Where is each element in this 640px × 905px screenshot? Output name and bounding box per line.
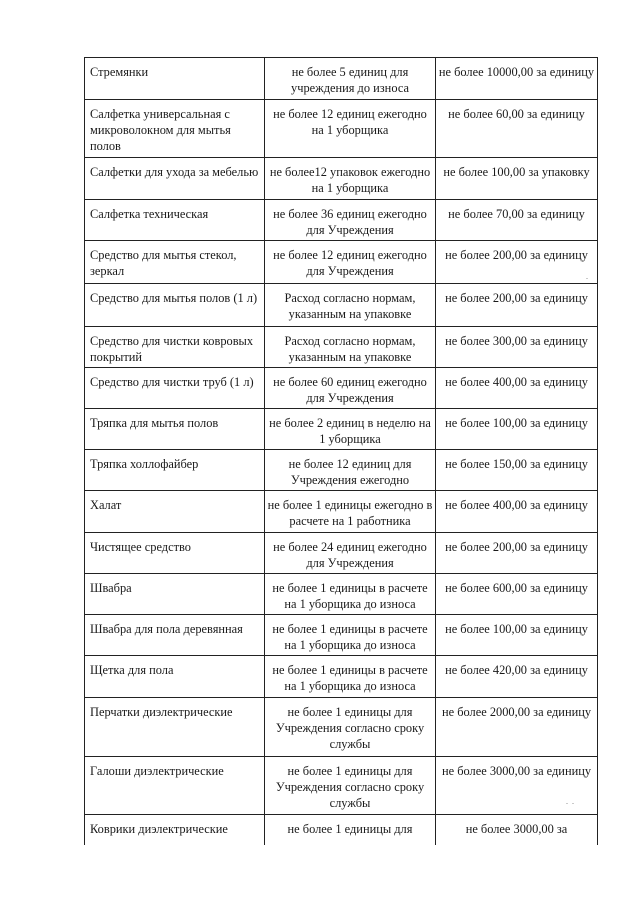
item-price-cell: не более 3000,00 за <box>436 815 598 845</box>
item-price-cell: не более 400,00 за единицу <box>436 368 598 409</box>
item-name-cell: Швабра для пола деревянная <box>85 615 265 656</box>
item-name-cell: Коврики диэлектрические <box>85 815 265 845</box>
item-name-cell: Средство для чистки ковровых покрытий <box>85 327 265 368</box>
item-norm-cell: не более 1 единицы для Учреждения согласно сроку службы <box>265 698 436 757</box>
item-norm-cell: не более 1 единицы в расчете на 1 уборщика до износа <box>265 656 436 698</box>
item-norm-cell: не более 12 единиц для Учреждения ежегодно <box>265 450 436 491</box>
item-price-cell: не более 100,00 за единицу <box>436 409 598 450</box>
item-price-cell: не более 60,00 за единицу <box>436 100 598 158</box>
scan-speck: . . <box>566 797 574 806</box>
item-norm-cell: не более 1 единицы ежегодно в расчете на 1 работника <box>265 491 436 533</box>
table-row <box>85 615 598 656</box>
table-row <box>85 656 598 698</box>
item-price-cell: не более 420,00 за единицу <box>436 656 598 698</box>
item-price-cell: не более 300,00 за единицу <box>436 327 598 368</box>
item-price-cell: не более 400,00 за единицу <box>436 491 598 533</box>
table-row <box>85 533 598 574</box>
item-price-cell: не более 150,00 за единицу <box>436 450 598 491</box>
item-name-cell: Галоши диэлектрические <box>85 757 265 815</box>
item-norm-cell: не более 1 единицы в расчете на 1 уборщика до износа <box>265 574 436 615</box>
table-row <box>85 58 598 100</box>
table-row <box>85 409 598 450</box>
table-row <box>85 327 598 368</box>
table-row <box>85 284 598 327</box>
item-price-cell: не более 100,00 за единицу <box>436 615 598 656</box>
item-norm-cell: не более 1 единицы в расчете на 1 уборщика до износа <box>265 615 436 656</box>
item-norm-cell: не более 2 единиц в неделю на 1 уборщика <box>265 409 436 450</box>
item-name-cell: Тряпка холлофайбер <box>85 450 265 491</box>
table-row <box>85 698 598 757</box>
table-row <box>85 450 598 491</box>
item-price-cell: не более 600,00 за единицу <box>436 574 598 615</box>
item-norm-cell: Расход согласно нормам, указанным на упаковке <box>265 284 436 327</box>
item-norm-cell: не более12 упаковок ежегодно на 1 уборщика <box>265 158 436 200</box>
item-norm-cell: не более 1 единицы для <box>265 815 436 845</box>
item-price-cell: не более 200,00 за единицу <box>436 533 598 574</box>
item-norm-cell: не более 1 единицы для Учреждения согласно сроку службы <box>265 757 436 815</box>
item-price-cell: не более 200,00 за единицу <box>436 241 598 284</box>
item-name-cell: Салфетка универсальная с микроволокном для мытья полов <box>85 100 265 158</box>
item-name-cell: Средство для чистки труб (1 л) <box>85 368 265 409</box>
item-price-cell: не более 10000,00 за единицу <box>436 58 598 100</box>
item-name-cell: Чистящее средство <box>85 533 265 574</box>
item-norm-cell: не более 60 единиц ежегодно для Учреждения <box>265 368 436 409</box>
item-name-cell: Швабра <box>85 574 265 615</box>
item-name-cell: Халат <box>85 491 265 533</box>
item-norm-cell: Расход согласно нормам, указанным на упаковке <box>265 327 436 368</box>
table-row <box>85 200 598 241</box>
item-name-cell: Средство для мытья стекол, зеркал <box>85 241 265 284</box>
item-norm-cell: не более 36 единиц ежегодно для Учреждения <box>265 200 436 241</box>
item-name-cell: Салфетки для ухода за мебелью <box>85 158 265 200</box>
table-row <box>85 574 598 615</box>
item-name-cell: Перчатки диэлектрические <box>85 698 265 757</box>
table-row <box>85 491 598 533</box>
item-norm-cell: не более 24 единиц ежегодно для Учреждения <box>265 533 436 574</box>
table-row <box>85 241 598 284</box>
item-name-cell: Щетка для пола <box>85 656 265 698</box>
item-name-cell: Салфетка техническая <box>85 200 265 241</box>
item-price-cell: не более 70,00 за единицу <box>436 200 598 241</box>
scan-speck: . <box>586 272 588 281</box>
norms-table <box>84 57 598 845</box>
item-name-cell: Средство для мытья полов (1 л) <box>85 284 265 327</box>
item-price-cell: не более 3000,00 за единицу <box>436 757 598 815</box>
table-row <box>85 815 598 845</box>
item-norm-cell: не более 5 единиц для учреждения до износа <box>265 58 436 100</box>
table-row <box>85 100 598 158</box>
item-norm-cell: не более 12 единиц ежегодно для Учреждения <box>265 241 436 284</box>
item-price-cell: не более 2000,00 за единицу <box>436 698 598 757</box>
item-price-cell: не более 200,00 за единицу <box>436 284 598 327</box>
table-row <box>85 368 598 409</box>
item-name-cell: Тряпка для мытья полов <box>85 409 265 450</box>
table-row <box>85 757 598 815</box>
item-norm-cell: не более 12 единиц ежегодно на 1 уборщика <box>265 100 436 158</box>
table-row <box>85 158 598 200</box>
item-name-cell: Стремянки <box>85 58 265 100</box>
item-price-cell: не более 100,00 за упаковку <box>436 158 598 200</box>
